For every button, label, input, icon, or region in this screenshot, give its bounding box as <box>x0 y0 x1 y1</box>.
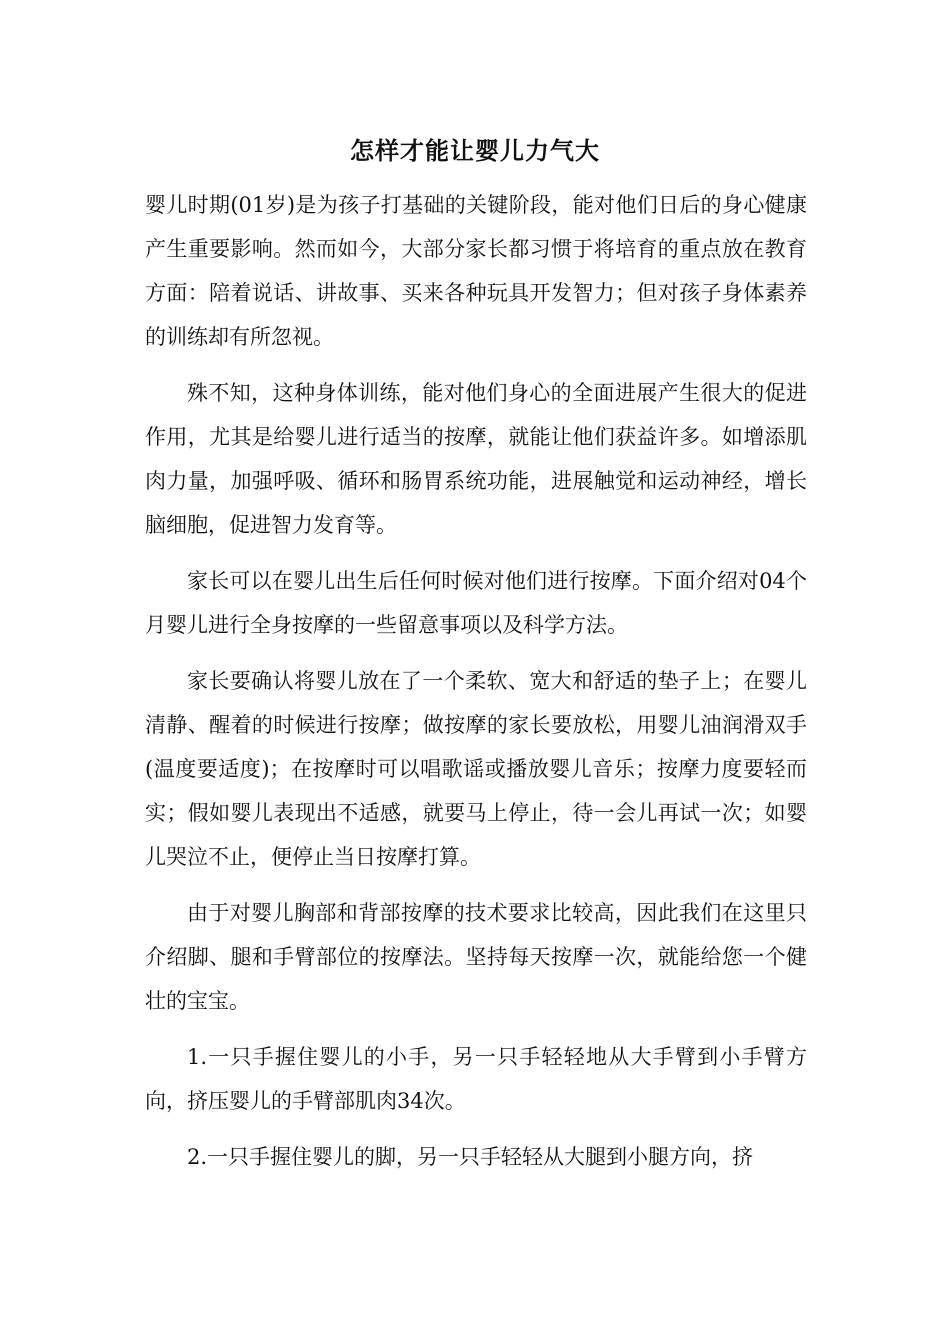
paragraph-body: 殊不知，这种身体训练，能对他们身心的全面进展产生很大的促进作用，尤其是给婴儿进行适当的按摩，就能让他们获益许多。如增添肌肉力量，加强呼吸、循环和肠胃系统功能，进展触觉和运动神经，增长脑细胞，促进智力发育等。 <box>145 381 807 537</box>
document-body <box>145 183 807 1191</box>
paragraph-intro: 婴儿时期(01岁)是为孩子打基础的关键阶段，能对他们日后的身心健康产生重要影响。然而如今，大部分家长都习惯于将培育的重点放在教育方面：陪着说话、讲故事、买来各种玩具开发智力；但对孩子身体素养的训练却有所忽视。 <box>145 193 807 349</box>
page-title: 怎样才能让婴儿力气大 <box>350 136 600 165</box>
paragraph-body: 家长要确认将婴儿放在了一个柔软、宽大和舒适的垫子上；在婴儿清静、醒着的时候进行按摩；做按摩的家长要放松，用婴儿油润滑双手(温度要适度)；在按摩时可以唱歌谣或播放婴儿音乐；按摩力度要轻而实；假如婴儿表现出不适感，就要马上停止，待一会儿再试一次；如婴儿哭泣不止，便停止当日按摩打算。 <box>145 669 807 869</box>
list-item: 1.一只手握住婴儿的小手，另一只手轻轻地从大手臂到小手臂方向，挤压婴儿的手臂部肌肉34次。 <box>145 1045 807 1113</box>
paragraph-body: 家长可以在婴儿出生后任何时候对他们进行按摩。下面介绍对04个月婴儿进行全身按摩的一些留意事项以及科学方法。 <box>145 569 807 637</box>
paragraph-body: 由于对婴儿胸部和背部按摩的技术要求比较高，因此我们在这里只介绍脚、腿和手臂部位的按摩法。坚持每天按摩一次，就能给您一个健壮的宝宝。 <box>145 901 807 1013</box>
list-item: 2.一只手握住婴儿的脚，另一只手轻轻从大腿到小腿方向，挤 <box>187 1145 754 1169</box>
